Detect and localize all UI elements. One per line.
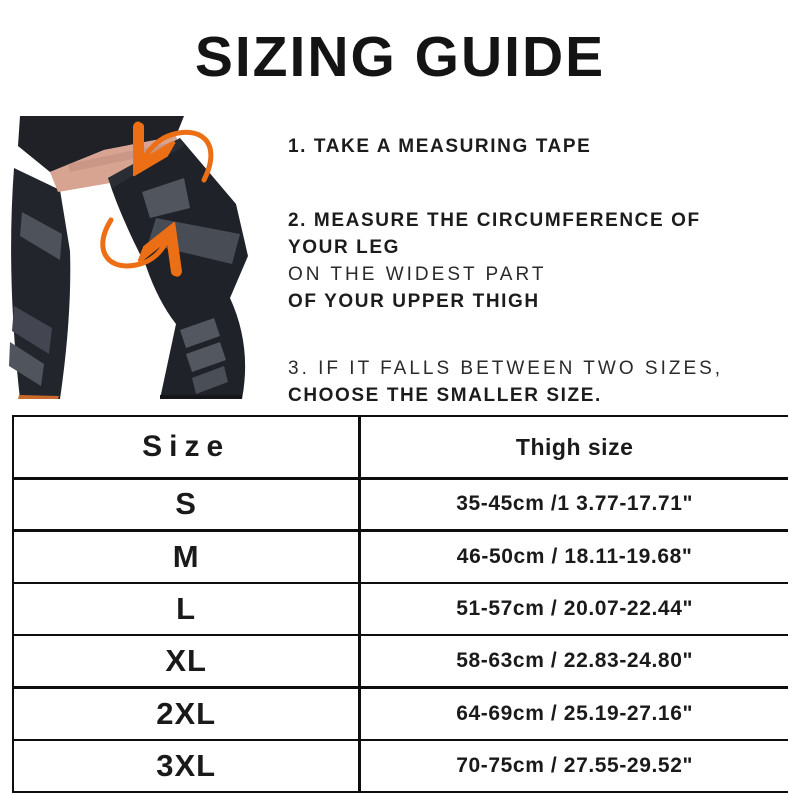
leg-measurement-photo — [8, 116, 272, 402]
table-row-size: M — [14, 532, 358, 582]
table-row-thigh: 35-45cm /1 3.77-17.71" — [361, 480, 789, 530]
table-row-thigh: 64-69cm / 25.19-27.16" — [361, 689, 789, 739]
instructions — [288, 133, 748, 409]
table-row-size: 3XL — [14, 741, 358, 791]
table-row-size: XL — [14, 636, 358, 686]
column-header-size: Size — [14, 417, 358, 477]
page-title: SIZING GUIDE — [194, 25, 606, 89]
instruction-step-1: 1. TAKE A MEASURING TAPE — [288, 136, 592, 157]
table-row-thigh: 58-63cm / 22.83-24.80" — [361, 636, 789, 686]
table-row-thigh: 46-50cm / 18.11-19.68" — [361, 532, 789, 582]
table-row-size: 2XL — [14, 689, 358, 739]
table-row-thigh: 51-57cm / 20.07-22.44" — [361, 584, 789, 634]
instruction-step-2 — [288, 207, 708, 315]
step-2-bold-text: 2. MEASURE THE CIRCUMFERENCE OF YOUR LEG — [288, 210, 701, 258]
table-row-thigh: 70-75cm / 27.55-29.52" — [361, 741, 789, 791]
front-leg — [108, 138, 248, 399]
table-row-size: S — [14, 480, 358, 530]
step-3-bold-text: CHOOSE THE SMALLER SIZE. — [288, 385, 602, 406]
step-3-regular-text: 3. IF IT FALLS BETWEEN TWO SIZES, — [288, 358, 724, 379]
instruction-step-3 — [288, 355, 748, 409]
back-leg — [9, 168, 70, 399]
step-2-bold-end-text: OF YOUR UPPER THIGH — [288, 291, 540, 312]
sizing-table — [12, 415, 788, 793]
table-row-size: L — [14, 584, 358, 634]
step-2-regular-text: ON THE WIDEST PART — [288, 264, 547, 285]
column-header-thigh-size: Thigh size — [361, 417, 789, 477]
